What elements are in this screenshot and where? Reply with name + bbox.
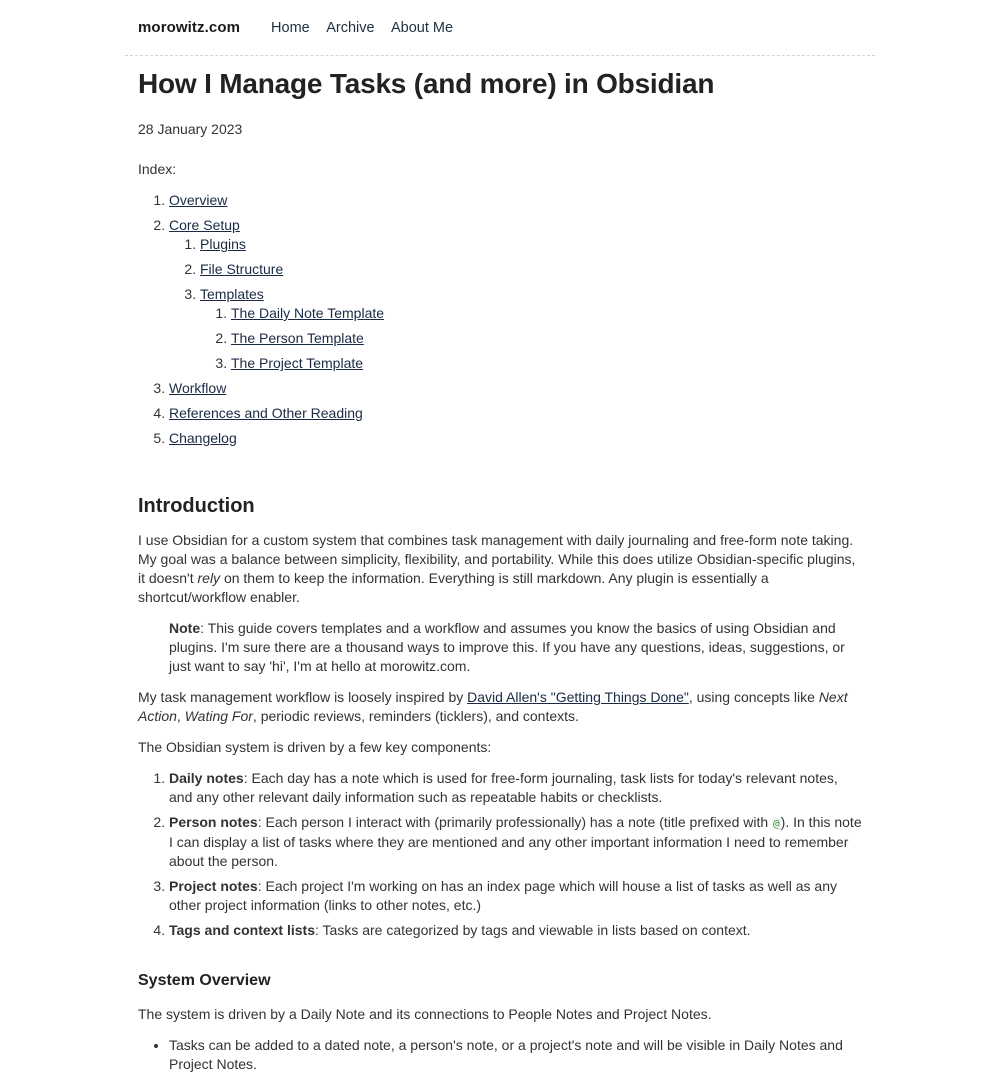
intro-text: on them to keep the information. Everything is still markdown. Any plugin is essentially a shortcut/workflow enabler. — [138, 570, 769, 605]
overview-paragraph: The system is driven by a Daily Note and its connections to People Notes and Project Notes. — [138, 1006, 712, 1022]
component-text: : Each project I'm working on has an index page which will house a list of tasks as well as any other project information (links to other notes, etc.) — [169, 878, 838, 913]
toc-item — [231, 354, 862, 373]
component-text: : Tasks are categorized by tags and viewable in lists based on context. — [315, 922, 751, 938]
toc-link-file-structure[interactable]: File Structure — [200, 261, 284, 277]
list-item — [169, 813, 862, 871]
gtd-paragraph — [138, 688, 862, 726]
toc-item — [231, 304, 862, 323]
list-item — [169, 921, 862, 940]
note-blockquote — [169, 619, 862, 676]
toc-link-references[interactable]: References and Other Reading — [169, 405, 363, 421]
nav-about-link[interactable]: About Me — [391, 19, 454, 36]
toc-link-project-template[interactable]: The Project Template — [231, 355, 364, 371]
intro-paragraph — [138, 531, 862, 607]
gtd-emphasis: Wating For — [184, 708, 253, 724]
toc-sublist — [200, 304, 862, 373]
table-of-contents — [138, 191, 862, 448]
toc-link-templates[interactable]: Templates — [200, 286, 264, 302]
list-item: • Tasks can be added to a dated note, a person's note, or a project's note and will be visible in Daily Notes and Project Notes. — [169, 1036, 862, 1074]
note-text: : This guide covers templates and a workflow and assumes you know the basics of using Obsidian and plugins. I'm sure there are a thousand ways to improve this. If you have any questions, ideas, suggestions, or just want to say 'hi', I'm at hello at morowitz.com. — [169, 620, 845, 674]
toc-link-core-setup[interactable]: Core Setup — [169, 217, 240, 233]
intro-text: I use Obsidian for a custom system that combines task management with daily journaling and free-form note taking. My goal was a balance between simplicity, flexibility, and portability. While this does utilize Obsidian-specific plugins, it doesn't — [138, 532, 856, 586]
component-text: : Each person I interact with (primarily professionally) has a note (title prefixed with — [257, 814, 773, 830]
system-overview-heading: System Overview — [138, 972, 271, 989]
list-item — [169, 877, 862, 915]
list-item — [169, 769, 862, 807]
component-text: ). In this note I can display a list of tasks where they are mentioned and any other important information I need to remember about the person. — [169, 814, 862, 869]
component-label: Tags and context lists — [169, 922, 315, 938]
component-label: Daily notes — [169, 770, 244, 786]
nav-home-link[interactable]: Home — [271, 19, 310, 36]
gtd-link[interactable]: David Allen's "Getting Things Done" — [467, 689, 689, 705]
toc-link-person-template[interactable]: The Person Template — [231, 330, 364, 346]
toc-link-daily-note-template[interactable]: The Daily Note Template — [231, 305, 385, 321]
component-text: : Each day has a note which is used for free-form journaling, task lists for today's relevant notes, and any other relevant daily information such as repeatable habits or checklists. — [169, 770, 838, 805]
site-header — [125, 0, 875, 56]
toc-item — [169, 191, 862, 210]
inline-code: @ — [773, 817, 780, 830]
toc-item — [169, 429, 862, 448]
gtd-text: , using concepts like — [688, 689, 819, 705]
toc-item — [169, 404, 862, 423]
component-label: Person notes — [169, 814, 258, 830]
main-nav — [271, 19, 465, 37]
components-list — [138, 769, 862, 940]
toc-sublist — [169, 235, 862, 373]
intro-emphasis: rely — [197, 570, 221, 586]
toc-link-plugins[interactable]: Plugins — [200, 236, 246, 252]
toc-link-workflow[interactable]: Workflow — [169, 380, 227, 396]
toc-item — [200, 260, 862, 279]
toc-item — [231, 329, 862, 348]
index-label: Index: — [138, 161, 177, 177]
gtd-emphasis: Next Action — [138, 689, 848, 724]
toc-item — [169, 379, 862, 398]
toc-item — [200, 235, 862, 254]
toc-link-overview[interactable]: Overview — [169, 192, 228, 208]
gtd-text: , — [176, 708, 185, 724]
post-date: 28 January 2023 — [138, 121, 243, 137]
nav-archive-link[interactable]: Archive — [326, 19, 375, 36]
component-label: Project notes — [169, 878, 258, 894]
article — [125, 69, 875, 1074]
gtd-text: My task management workflow is loosely inspired by — [138, 689, 468, 705]
toc-link-changelog[interactable]: Changelog — [169, 430, 237, 446]
introduction-heading: Introduction — [138, 495, 255, 517]
page-title: How I Manage Tasks (and more) in Obsidian — [138, 68, 715, 99]
note-label: Note — [169, 620, 201, 636]
toc-item — [169, 216, 862, 373]
gtd-text: , periodic reviews, reminders (ticklers), and contexts. — [252, 708, 579, 724]
overview-list — [138, 1036, 862, 1074]
components-intro: The Obsidian system is driven by a few key components: — [138, 739, 492, 755]
site-brand-link[interactable]: morowitz.com — [138, 19, 241, 36]
toc-item — [200, 285, 862, 373]
